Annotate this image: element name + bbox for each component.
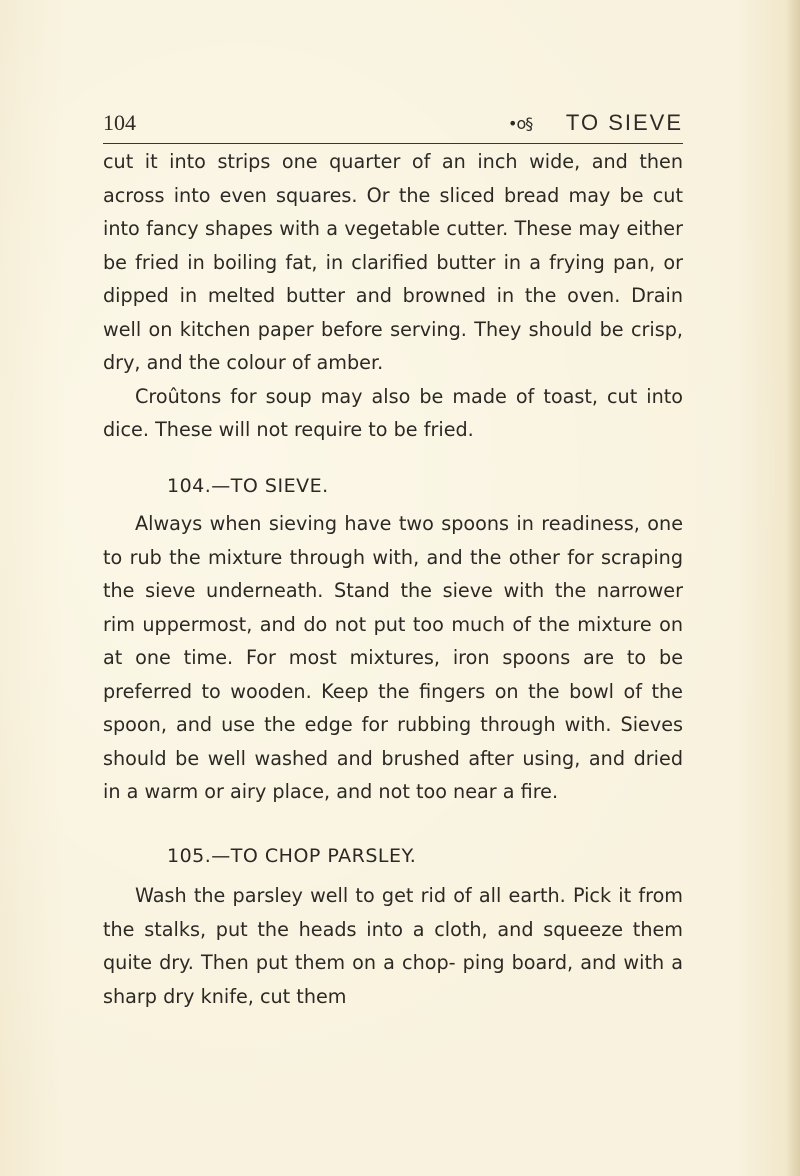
croutons-paragraph: Croûtons for soup may also be made of toast, cut into dice. These will not require to be fried. — [103, 384, 683, 441]
header-rule — [103, 143, 683, 144]
section-104-heading: 104.—TO SIEVE. — [167, 474, 329, 497]
page-number: 104 — [103, 110, 136, 135]
continuation-paragraph: cut it into strips one quarter of an inch wide, and then across into even squares. Or the sliced bread may be cut into fancy shapes with a vegetable cutter. These may either be fried in boiling fat, in clarified butter in a frying pan, or dipped in melted butter and browned in the oven. Drain well on kitchen paper before serving. They should be crisp, dry, and the colour of amber. — [103, 150, 683, 374]
section-105-heading: 105.—TO CHOP PARSLEY. — [167, 844, 417, 867]
running-title: TO SIEVE — [565, 110, 683, 135]
page-edge-shadow — [786, 0, 800, 1176]
body-text — [103, 145, 683, 1013]
ornament-icon: •o§ — [508, 114, 533, 133]
section-104-paragraph: Always when sieving have two spoons in readiness, one to rub the mixture through with, and the other for scraping the sieve underneath. Stand the sieve with the narrower rim uppermost, and do not put too much of the mixture on at one time. For most mixtures, iron spoons are to be preferred to wooden. Keep the fingers on the bowl of the spoon, and use the edge for rubbing through with. Sieves should be well washed and brushed after using, and dried in a warm or airy place, and not too near a fire. — [103, 512, 683, 803]
section-105-paragraph: Wash the parsley well to get rid of all earth. Pick it from the stalks, put the heads into a cloth, and squeeze them quite dry. Then put them on a chop- ping board, and with a sharp dry knife, cut them — [103, 884, 683, 1008]
running-head — [103, 110, 683, 140]
